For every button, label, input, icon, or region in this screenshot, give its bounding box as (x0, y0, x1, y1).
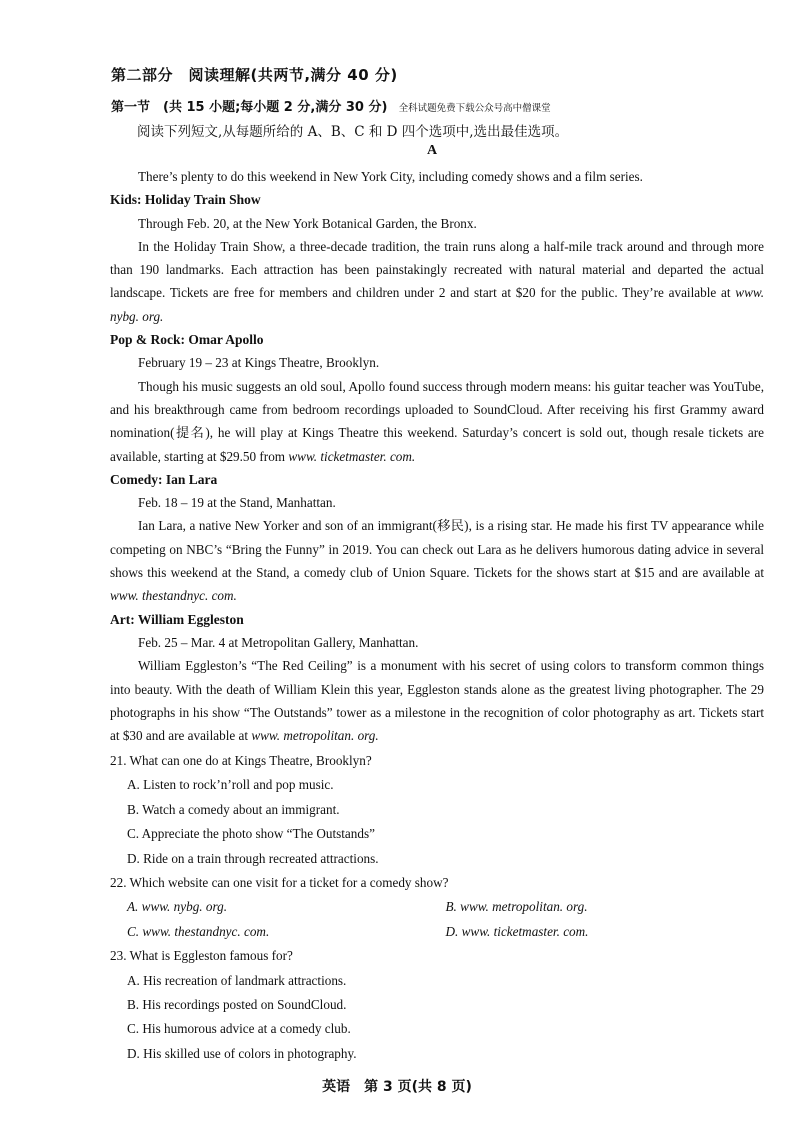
item-body-text: In the Holiday Train Show, a three-decade tradition, the train runs along a half-mile track around and through more than 190 landmarks. Each attraction has been painstakingly recreated with natural material and departed the actual landscape. Tickets are free for members and children under 2 and start at $20 for the public. They’re available at (110, 238, 764, 301)
passage-intro: There’s plenty to do this weekend in New York City, including comedy shows and a film series. (138, 169, 643, 184)
question-23-option-c: C. His humorous advice at a comedy club. (127, 1021, 351, 1037)
item-when-kids: Through Feb. 20, at the New York Botanical Garden, the Bronx. (138, 215, 477, 231)
item-body-kids (110, 235, 764, 328)
item-heading-kids: Kids: Holiday Train Show (110, 192, 261, 208)
item-heading-art: Art: William Eggleston (110, 611, 244, 627)
question-23-stem: 23. What is Eggleston famous for? (110, 948, 293, 964)
question-23-option-b: B. His recordings posted on SoundCloud. (127, 997, 347, 1013)
question-23-option-a: A. His recreation of landmark attractions. (127, 972, 347, 988)
item-body-art (110, 654, 764, 747)
passage-a (110, 165, 764, 747)
page-footer: 英语 第 3 页(共 8 页) (322, 1079, 472, 1095)
watermark-text: 全科试题免费下载公众号高中僧课堂 (398, 103, 551, 114)
question-21-option-b: B. Watch a comedy about an immigrant. (127, 801, 340, 817)
item-body-text: William Eggleston’s “The Red Ceiling” is a monument with his secret of using colors to transform common things into beauty. With the death of William Klein this year, Eggleston stands alone as the greatest living photographer. The 29 photographs in his show “The Outstands” tower as a milestone in the recognition of color photography as art. Tickets start at $30 and are available at (110, 658, 764, 744)
question-list (110, 749, 764, 1066)
question-22-option-b: B. www. metropolitan. org. (445, 899, 588, 915)
item-body-comedy (110, 514, 764, 607)
item-body-text: Ian Lara, a native New Yorker and son of an immigrant(移民), is a rising star. He made his first TV appearance while competing on NBC’s “Bring the Funny” in 2019. You can check out Lara as he delivers humorous dating advice in several shows this weekend at the Stand, a comedy club of Union Square. Tickets for the shows start at $15 and are available at (110, 518, 764, 581)
question-23-option-d: D. His skilled use of colors in photography. (127, 1045, 357, 1061)
question-22-option-row (127, 920, 764, 944)
item-heading-pop-rock: Pop & Rock: Omar Apollo (110, 332, 264, 348)
instruction: 阅读下列短文,从每题所给的 A、B、C 和 D 四个选项中,选出最佳选项。 (137, 124, 569, 140)
item-body-pop-rock (110, 375, 764, 468)
ticket-url: www. metropolitan. org. (251, 728, 379, 744)
question-22-option-d: D. www. ticketmaster. com. (445, 923, 589, 939)
section-title: 第一节 (共 15 小题;每小题 2 分,满分 30 分) (111, 100, 388, 115)
question-22-option-row (127, 895, 764, 919)
question-22-option-c: C. www. thestandnyc. com. (127, 923, 270, 939)
question-21-stem: 21. What can one do at Kings Theatre, Brooklyn? (110, 753, 372, 768)
question-22-option-a: A. www. nybg. org. (127, 899, 228, 915)
item-body-text: Though his music suggests an old soul, Apollo found success through modern means: his guitar teacher was YouTube, and his breakthrough came from bedroom recordings uploaded to SoundCloud. After receiving his first Grammy award nomination(提名), he will play at Kings Theatre this weekend. Saturday’s concert is sold out, though resale tickets are available, starting at $29.50 from (110, 378, 764, 464)
question-21-option-d: D. Ride on a train through recreated attractions. (127, 850, 379, 866)
part-title: 第二部分 阅读理解(共两节,满分 40 分) (111, 66, 398, 84)
section-line (111, 96, 771, 115)
passage-label: A (426, 143, 438, 158)
question-21-option-c: C. Appreciate the photo show “The Outstands” (127, 826, 375, 842)
item-when-pop-rock: February 19 – 23 at Kings Theatre, Brooklyn. (138, 355, 380, 371)
item-heading-comedy: Comedy: Ian Lara (110, 471, 218, 487)
question-22-stem: 22. Which website can one visit for a ticket for a comedy show? (110, 875, 449, 891)
ticket-url: www. thestandnyc. com. (110, 588, 237, 604)
ticket-url: www. ticketmaster. com. (288, 448, 416, 464)
ticket-url: www. nybg. org. (110, 285, 764, 324)
item-when-comedy: Feb. 18 – 19 at the Stand, Manhattan. (138, 495, 336, 511)
question-21-option-a: A. Listen to rock’n’roll and pop music. (127, 777, 334, 793)
item-when-art: Feb. 25 – Mar. 4 at Metropolitan Gallery, Manhattan. (138, 634, 419, 650)
